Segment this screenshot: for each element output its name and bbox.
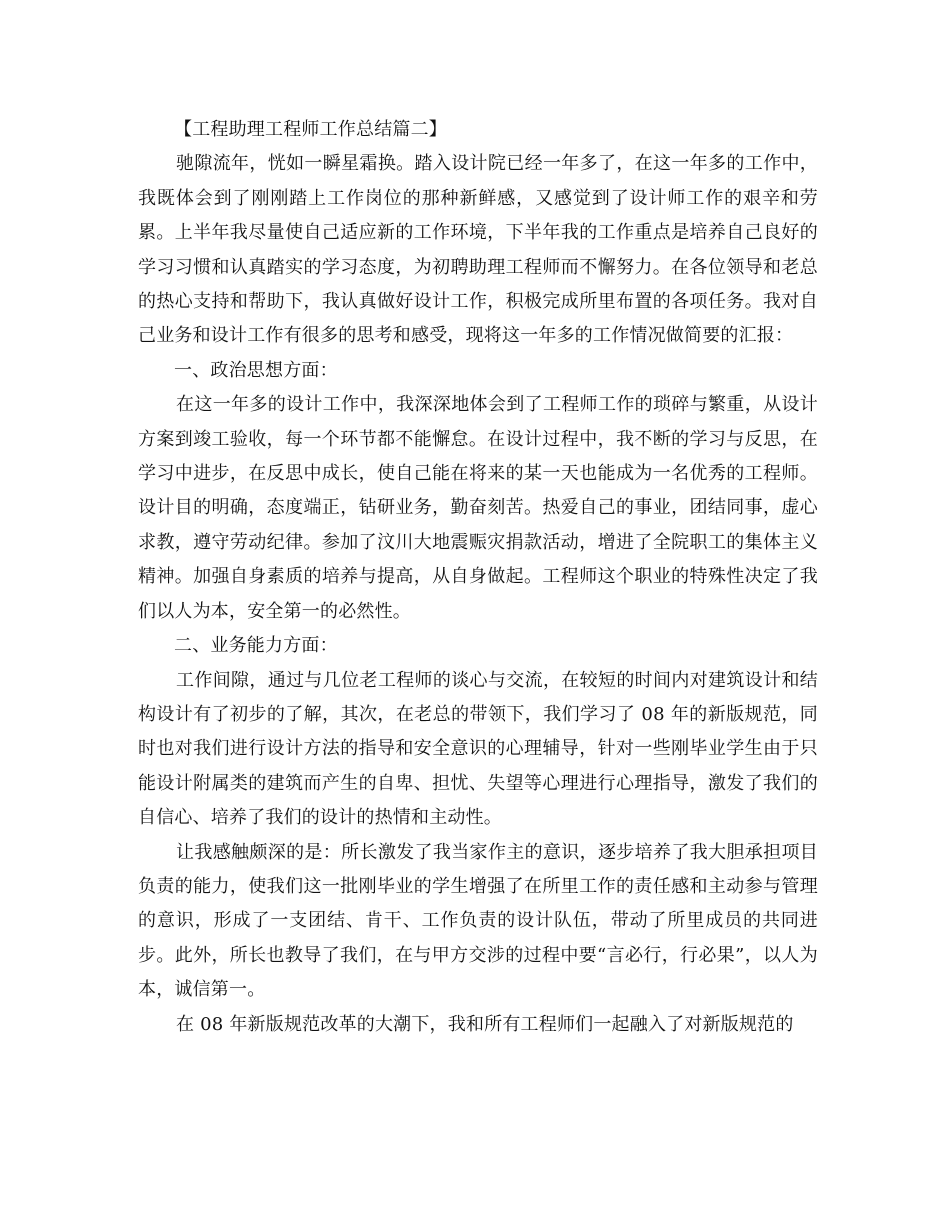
paragraph-business: 工作间隙，通过与几位老工程师的谈心与交流，在较短的时间内对建筑设计和结构设计有了初步的了解，其次，在老总的带领下，我们学习了 08 年的新版规范，同时也对我们进行设计方法的指导和安全意识的心理辅导，针对一些刚毕业学生由于只能设计附属类的建筑而产生的自卑、担忧、失望等心理进行心理指导，激发了我们的自信心、培养了我们的设计的热情和主动性。 [138,669,818,829]
paragraph-impression: 让我感触颇深的是：所长激发了我当家作主的意识，逐步培养了我大胆承担项目负责的能力，使我们这一批刚毕业的学生增强了在所里工作的责任感和主动参与管理的意识，形成了一支团结、肯干、工作负责的设计队伍，带动了所里成员的共同进步。此外，所长也教导了我们，在与甲方交涉的过程中要“言必行，行必果”，以人为本，诚信第一。 [138,841,818,1001]
section-heading-business: 二、业务能力方面： [174,635,338,657]
document-body [138,113,818,1042]
paragraph-political: 在这一年多的设计工作中，我深深地体会到了工程师工作的琐碎与繁重，从设计方案到竣工验收，每一个环节都不能懈怠。在设计过程中，我不断的学习与反思，在学习中进步，在反思中成长，使自己能在将来的某一天也能成为一名优秀的工程师。设计目的明确，态度端正，钻研业务，勤奋刻苦。热爱自己的事业，团结同事，虚心求教，遵守劳动纪律。参加了汶川大地震赈灾捐款活动，增进了全院职工的集体主义精神。加强自身素质的培养与提高，从自身做起。工程师这个职业的特殊性决定了我们以人为本，安全第一的必然性。 [138,394,818,622]
paragraph-new-standards: 在 08 年新版规范改革的大潮下，我和所有工程师们一起融入了对新版规范的 [176,1013,794,1035]
paragraph-intro: 驰隙流年，恍如一瞬星霜换。踏入设计院已经一年多了，在这一年多的工作中，我既体会到了刚刚踏上工作岗位的那种新鲜感，又感觉到了设计师工作的艰辛和劳累。上半年我尽量使自己适应新的工作环境，下半年我的工作重点是培养自己良好的学习习惯和认真踏实的学习态度，为初聘助理工程师而不懈努力。在各位领导和老总的热心支持和帮助下，我认真做好设计工作，积极完成所里布置的各项任务。我对自己业务和设计工作有很多的思考和感受，现将这一年多的工作情况做简要的汇报： [138,153,818,347]
document-title: 【工程助理工程师工作总结篇二】 [174,119,447,140]
section-heading-political: 一、政治思想方面： [174,359,338,381]
